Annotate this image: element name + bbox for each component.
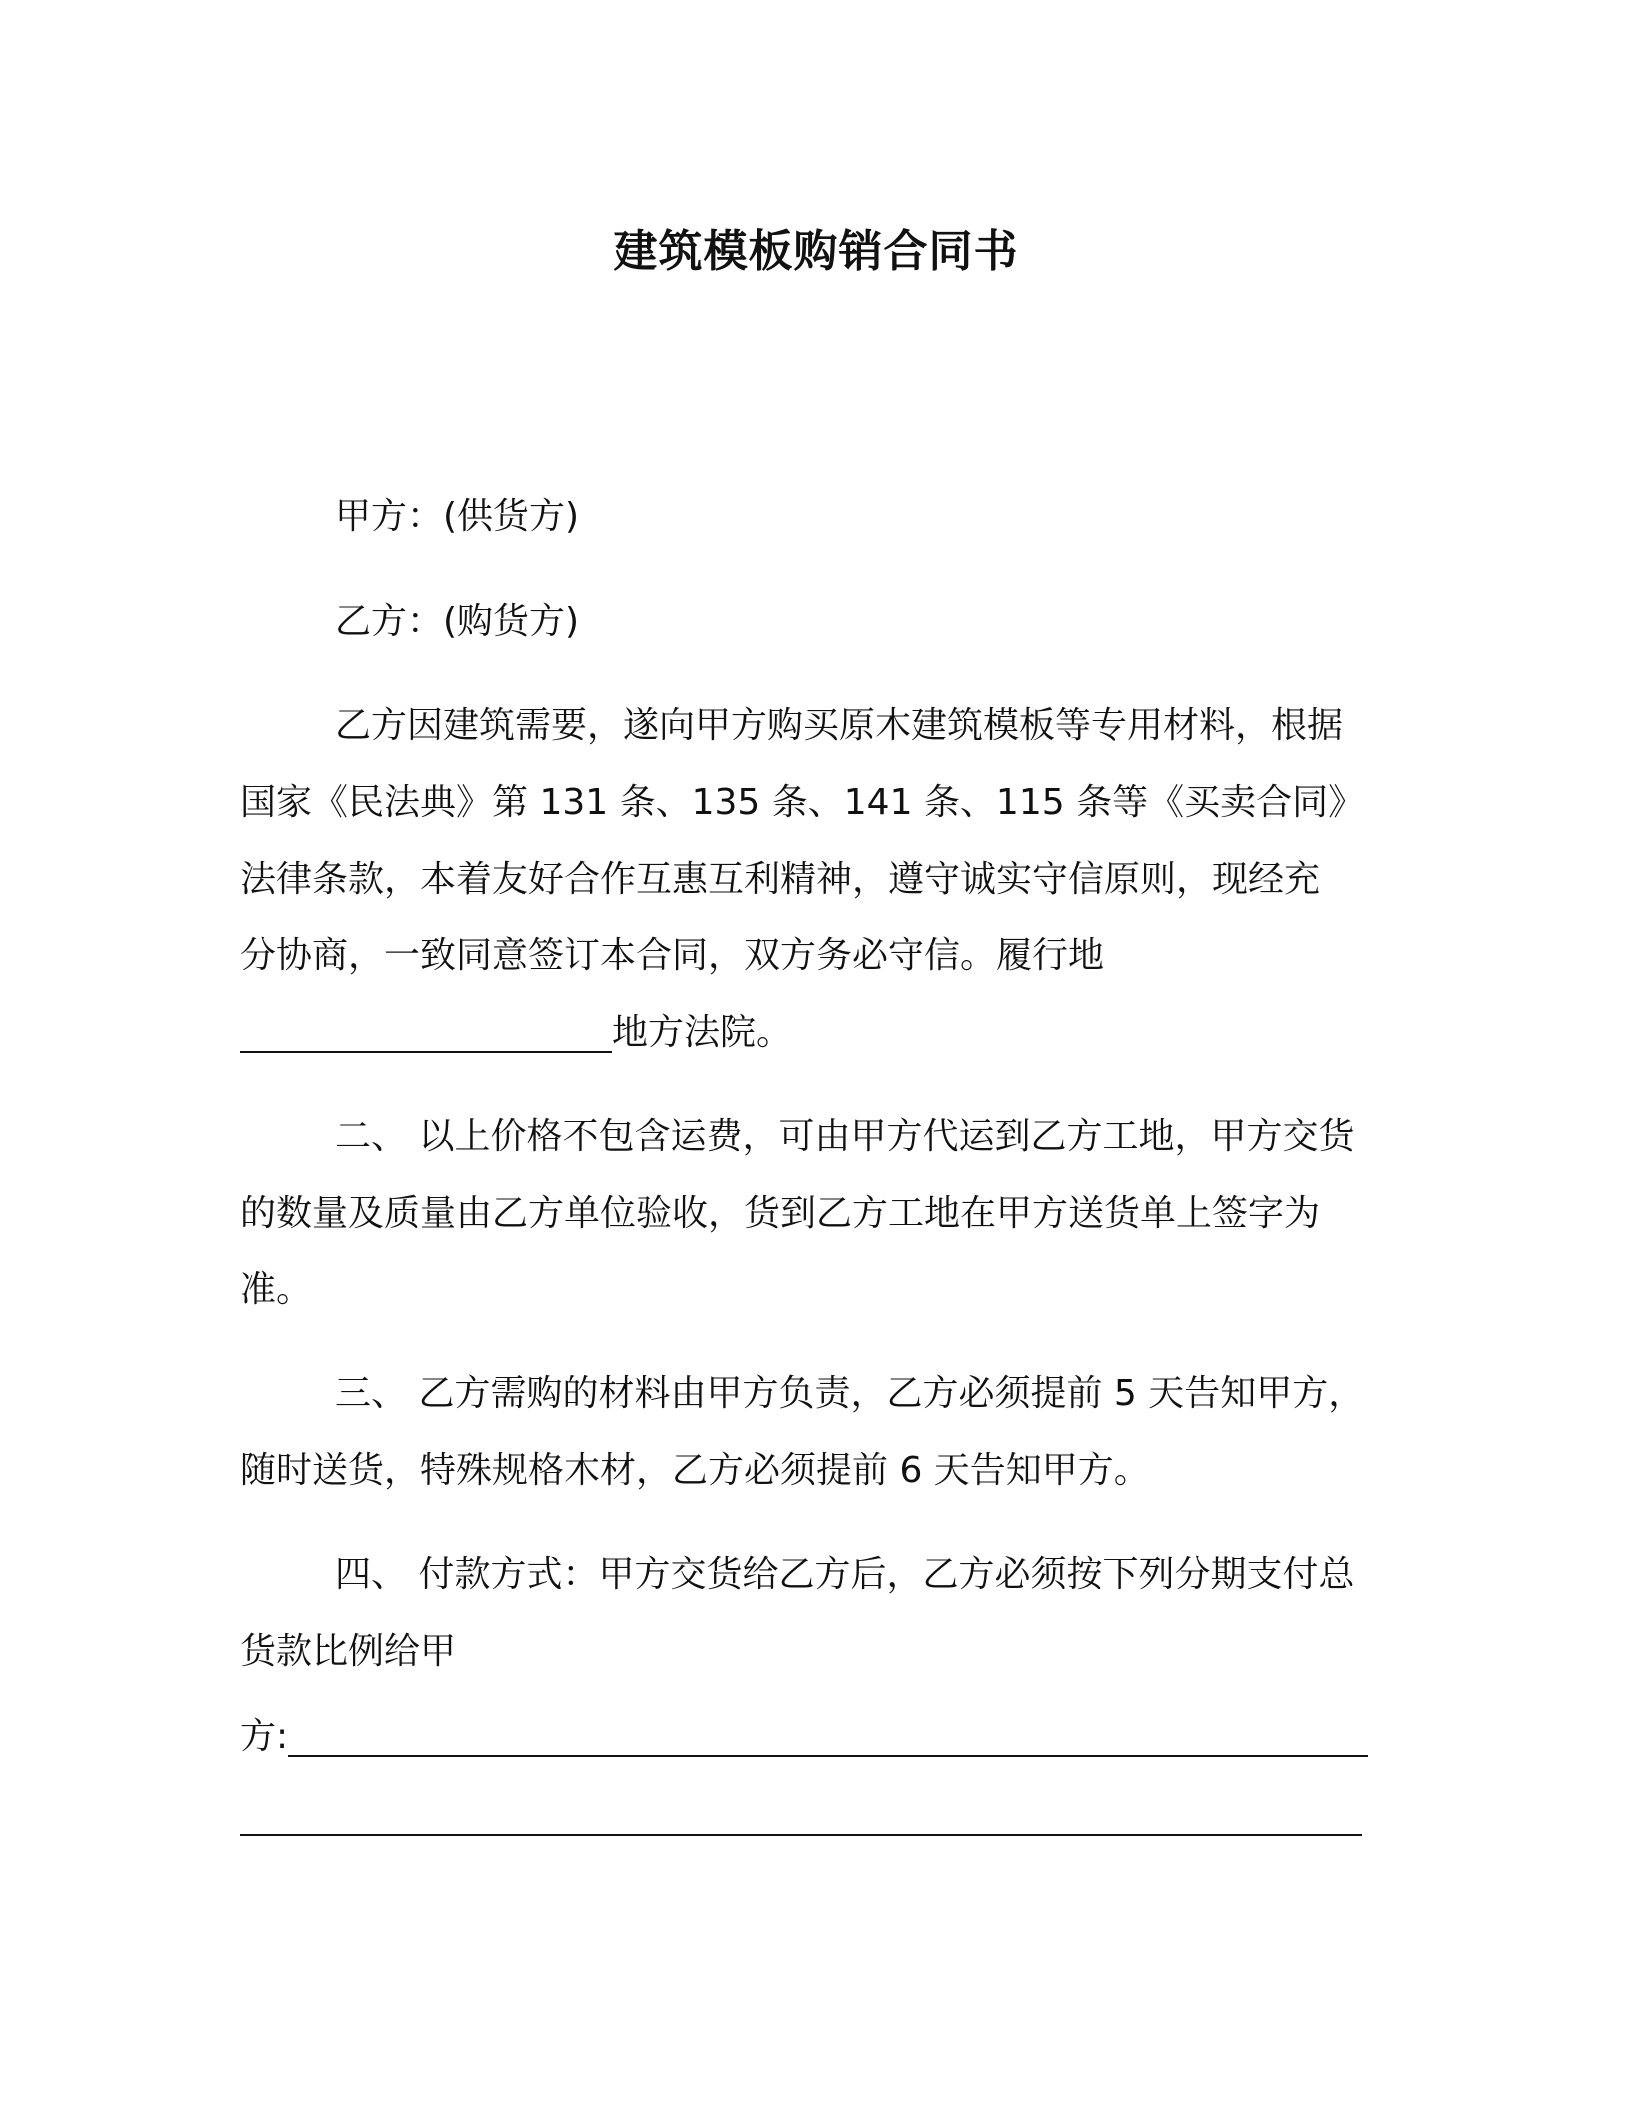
clause-4-line-4 [240, 1790, 1362, 1842]
clause-2-line-1: 二、 以上价格不包含运费，可由甲方代运到乙方工地，甲方交货 [335, 1116, 1355, 1157]
payment-prefix: 方: [240, 1716, 289, 1757]
clause-4-line-2: 货款比例给甲 [240, 1631, 457, 1672]
intro-paragraph-line-4: 分协商，一致同意签订本合同，双方务必守信。履行地 [240, 935, 1105, 976]
party-b-line: 乙方：(购货方) [335, 601, 580, 642]
clause-2-line-3: 准。 [240, 1269, 313, 1310]
intro-paragraph-line-5 [240, 1007, 792, 1059]
clause-2-line-2: 的数量及质量由乙方单位验收，货到乙方工地在甲方送货单上签字为 [240, 1193, 1321, 1234]
clause-3-line-2: 随时送货，特殊规格木材，乙方必须提前 6 天告知甲方。 [240, 1450, 1150, 1491]
payment-blank-field-2[interactable] [240, 1794, 1362, 1836]
venue-suffix: 地方法院。 [612, 1012, 793, 1053]
intro-paragraph-line-2: 国家《民法典》第 131 条、135 条、141 条、115 条等《买卖合同》 [240, 782, 1365, 823]
intro-paragraph-line-3: 法律条款，本着友好合作互惠互利精神，遵守诚实守信原则，现经充 [240, 859, 1321, 900]
party-a-line: 甲方：(供货方) [335, 496, 580, 537]
clause-3-line-1: 三、 乙方需购的材料由甲方负责，乙方必须提前 5 天告知甲方， [335, 1373, 1365, 1414]
clause-4-line-1: 四、 付款方式：甲方交货给乙方后，乙方必须按下列分期支付总 [335, 1554, 1355, 1595]
document-title: 建筑模板购销合同书 [613, 226, 1019, 277]
intro-paragraph-line-1: 乙方因建筑需要，遂向甲方购买原木建筑模板等专用材料，根据 [335, 705, 1344, 746]
clause-4-line-3 [240, 1711, 1368, 1763]
payment-blank-field-1[interactable] [288, 1715, 1368, 1757]
venue-blank-field[interactable] [240, 1011, 612, 1053]
